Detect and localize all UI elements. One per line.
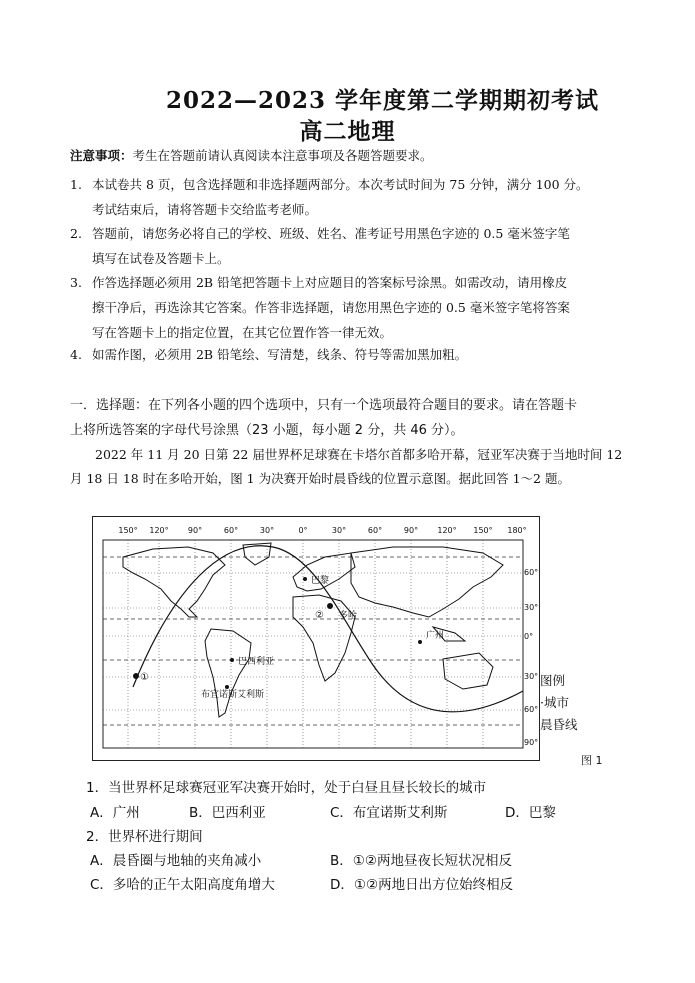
lat-label: 0° [524, 632, 534, 641]
lat-label: 30° [524, 672, 539, 681]
city-dot-paris [303, 577, 307, 581]
lon-label: 150° [118, 526, 138, 535]
legend-terminator: 晨昏线 [540, 717, 578, 732]
figure-caption: 图 1 [581, 754, 603, 767]
notice-line: 本试卷共 8 页，包含选择题和非选择题两部分。本次考试时间为 75 分钟，满分 100 分。 [92, 177, 589, 192]
city-label-buenos-aires: 布宜诺斯艾利斯 [201, 690, 265, 700]
q2-option-c: C．多哈的正午太阳高度角增大 [90, 877, 275, 893]
city-dot-doha [327, 603, 333, 609]
lat-label: 60° [524, 568, 539, 577]
marker-1-label: ① [140, 672, 149, 683]
notice-line: 擦干净后，再选涂其它答案。作答非选择题，请您用黑色字迹的 0.5 毫米签字笔将答案 [92, 300, 570, 315]
city-dot-brasilia [230, 658, 234, 662]
continent-outlines [123, 543, 503, 717]
africa-outline [293, 595, 358, 681]
notice-line: 作答选择题必须用 2B 铅笔把答题卡上对应题目的答案标号涂黑。如需改动，请用橡皮 [92, 275, 568, 290]
q1-option-c: C．布宜诺斯艾利斯 [330, 805, 448, 821]
notice-line: 答题前，请您务必将自己的学校、班级、姓名、准考证号用黑色字迹的 0.5 毫米签字笔 [92, 226, 570, 241]
marker-2-label: ② [315, 610, 324, 621]
notice-heading-text: 考生在答题前请认真阅读本注意事项及各题答题要求。 [132, 148, 433, 163]
section-heading [70, 393, 630, 443]
lon-label: 0° [298, 526, 308, 535]
q1-option-b: B．巴西利亚 [189, 805, 266, 821]
lon-label: 150° [473, 526, 493, 535]
notice-line: 如需作图，必须用 2B 铅笔绘、写清楚，线条、符号等需加黑加粗。 [92, 347, 468, 362]
exam-title: 2022—2023 学年度第二学期期初考试 [165, 87, 600, 114]
section-line: 一．选择题：在下列各小题的四个选项中，只有一个选项最符合题目的要求。请在答题卡 [70, 398, 578, 413]
lon-label: 180° [507, 526, 527, 535]
question-2-stem: 2．世界杯进行期间 [86, 829, 203, 845]
figure-legend [540, 670, 578, 736]
intro-paragraph: 2022 年 11 月 20 日第 22 届世界杯足球赛在卡塔尔首都多哈开幕，冠亚军决赛于当地时间 12 月 18 日 18 时在多哈开始，图 1 为决赛开始时晨昏线的位置示意图。据此回答 1～2 题。 [70, 447, 623, 486]
notice-num: 3. [70, 275, 82, 290]
exam-subtitle: 高二地理 [299, 118, 396, 145]
lat-label: 30° [524, 603, 539, 612]
city-label-doha: 多哈 [339, 611, 358, 621]
legend-title: 图例 [540, 673, 566, 688]
lon-label: 30° [331, 526, 347, 535]
q1-option-a: A．广州 [90, 805, 140, 821]
lon-label: 90° [187, 526, 203, 535]
notice-item-1 [70, 172, 630, 222]
notice-item-4 [70, 342, 630, 367]
australia-outline [443, 653, 493, 689]
south-america-outline [205, 629, 251, 717]
notice-heading-label: 注意事项： [70, 148, 133, 163]
notice-num: 2. [70, 226, 82, 241]
city-dot-buenos-aires [225, 685, 229, 689]
figure-map [92, 516, 540, 761]
marker-1-dot [133, 673, 139, 679]
lon-label: 120° [149, 526, 169, 535]
notice-line: 写在答题卡上的指定位置，在其它位置作答一律无效。 [92, 325, 393, 340]
lon-label: 90° [403, 526, 419, 535]
city-label-brasilia: 巴西利亚 [238, 657, 275, 667]
notice-num: 1. [70, 177, 82, 192]
notice-heading [70, 146, 433, 164]
question-1-stem: 1．当世界杯足球赛冠亚军决赛开始时，处于白昼且昼长较长的城市 [86, 780, 487, 796]
lon-label: 30° [259, 526, 275, 535]
section-line: 上将所选答案的字母代号涂黑（23 小题，每小题 2 分，共 46 分）。 [70, 423, 464, 438]
terminator-line [133, 546, 523, 712]
notice-line: 考试结束后，请将答题卡交给监考老师。 [92, 202, 318, 217]
q1-option-d: D．巴黎 [505, 805, 556, 821]
q2-option-d: D．①②两地日出方位始终相反 [330, 877, 514, 893]
q2-option-a: A．晨昏圈与地轴的夹角减小 [90, 853, 262, 869]
lat-label: 90° [524, 738, 539, 747]
q2-option-b: B．①②两地昼夜长短状况相反 [330, 853, 512, 869]
lon-label: 60° [367, 526, 383, 535]
lon-label: 120° [437, 526, 457, 535]
city-label-guangzhou: 广州 [426, 631, 445, 641]
city-label-paris: 巴黎 [311, 576, 330, 586]
lat-label: 60° [524, 705, 539, 714]
asia-outline [351, 547, 503, 617]
legend-city: ·城市 [540, 695, 569, 710]
notice-item-3 [70, 270, 630, 345]
notice-item-2 [70, 221, 630, 271]
city-dot-guangzhou [418, 640, 422, 644]
lon-label: 60° [223, 526, 239, 535]
notice-line: 填写在试卷及答题卡上。 [92, 251, 230, 266]
notice-num: 4. [70, 347, 82, 362]
